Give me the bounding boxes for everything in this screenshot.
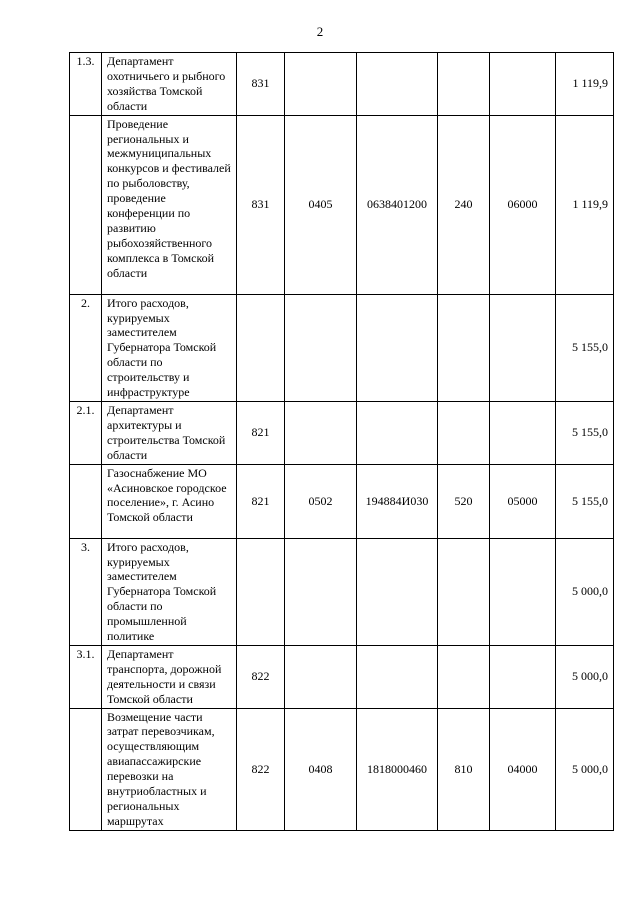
- section-code-cell: [285, 538, 357, 645]
- classification-code-cell: [490, 294, 556, 401]
- row-number-cell: 2.: [70, 294, 102, 401]
- ministry-code-cell: [237, 538, 285, 645]
- expense-type-cell: [438, 53, 490, 116]
- ministry-code-cell: 822: [237, 708, 285, 830]
- table-row: [70, 294, 614, 401]
- classification-code-cell: [490, 645, 556, 708]
- budget-table: [69, 52, 614, 831]
- classification-code-cell: [490, 538, 556, 645]
- target-article-cell: [357, 401, 438, 464]
- amount-cell: 5 155,0: [556, 464, 614, 538]
- expense-type-cell: [438, 538, 490, 645]
- row-name-cell: Газоснабжение МО «Асиновское городское поселение», г. Асино Томской области: [102, 464, 237, 538]
- section-code-cell: [285, 294, 357, 401]
- table-row: [70, 115, 614, 294]
- row-number-cell: [70, 115, 102, 294]
- amount-cell: 1 119,9: [556, 53, 614, 116]
- row-name-cell: Возмещение части затрат перевозчикам, осуществляющим авиапассажирские перевозки на внутриобластных и региональных маршрутах: [102, 708, 237, 830]
- row-number-cell: 1.3.: [70, 53, 102, 116]
- table-row: [70, 708, 614, 830]
- section-code-cell: 0408: [285, 708, 357, 830]
- row-number-cell: 3.: [70, 538, 102, 645]
- classification-code-cell: 04000: [490, 708, 556, 830]
- ministry-code-cell: 821: [237, 401, 285, 464]
- expense-type-cell: [438, 645, 490, 708]
- row-number-cell: [70, 708, 102, 830]
- row-number-cell: 2.1.: [70, 401, 102, 464]
- expense-type-cell: 240: [438, 115, 490, 294]
- expense-type-cell: 520: [438, 464, 490, 538]
- classification-code-cell: [490, 53, 556, 116]
- page-number: 2: [316, 24, 324, 39]
- section-code-cell: [285, 401, 357, 464]
- amount-cell: 5 000,0: [556, 708, 614, 830]
- expense-type-cell: [438, 294, 490, 401]
- section-code-cell: [285, 53, 357, 116]
- classification-code-cell: 05000: [490, 464, 556, 538]
- classification-code-cell: 06000: [490, 115, 556, 294]
- target-article-cell: [357, 538, 438, 645]
- row-number-cell: 3.1.: [70, 645, 102, 708]
- expense-type-cell: 810: [438, 708, 490, 830]
- ministry-code-cell: 831: [237, 53, 285, 116]
- row-number-cell: [70, 464, 102, 538]
- row-name-cell: Департамент архитектуры и строительства Томской области: [102, 401, 237, 464]
- section-code-cell: 0405: [285, 115, 357, 294]
- target-article-cell: [357, 53, 438, 116]
- classification-code-cell: [490, 401, 556, 464]
- target-article-cell: [357, 645, 438, 708]
- target-article-cell: 194884И030: [357, 464, 438, 538]
- amount-cell: 5 155,0: [556, 401, 614, 464]
- section-code-cell: [285, 645, 357, 708]
- row-name-cell: Проведение региональных и межмуниципальных конкурсов и фестивалей по рыболовству, проведение конференции по развитию рыбохозяйственного комплекса в Томской области: [102, 115, 237, 294]
- amount-cell: 5 000,0: [556, 538, 614, 645]
- row-name-cell: Департамент транспорта, дорожной деятельности и связи Томской области: [102, 645, 237, 708]
- table-row: [70, 538, 614, 645]
- ministry-code-cell: [237, 294, 285, 401]
- row-name-cell: Итого расходов, курируемых заместителем Губернатора Томской области по строительству и инфраструктуре: [102, 294, 237, 401]
- ministry-code-cell: 831: [237, 115, 285, 294]
- table-row: [70, 645, 614, 708]
- section-code-cell: 0502: [285, 464, 357, 538]
- table-body: [70, 53, 614, 831]
- row-name-cell: Итого расходов, курируемых заместителем Губернатора Томской области по промышленной политике: [102, 538, 237, 645]
- table-row: [70, 464, 614, 538]
- amount-cell: 1 119,9: [556, 115, 614, 294]
- ministry-code-cell: 821: [237, 464, 285, 538]
- amount-cell: 5 000,0: [556, 645, 614, 708]
- amount-cell: 5 155,0: [556, 294, 614, 401]
- table-row: [70, 53, 614, 116]
- ministry-code-cell: 822: [237, 645, 285, 708]
- target-article-cell: 1818000460: [357, 708, 438, 830]
- target-article-cell: 0638401200: [357, 115, 438, 294]
- table-row: [70, 401, 614, 464]
- target-article-cell: [357, 294, 438, 401]
- expense-type-cell: [438, 401, 490, 464]
- row-name-cell: Департамент охотничьего и рыбного хозяйства Томской области: [102, 53, 237, 116]
